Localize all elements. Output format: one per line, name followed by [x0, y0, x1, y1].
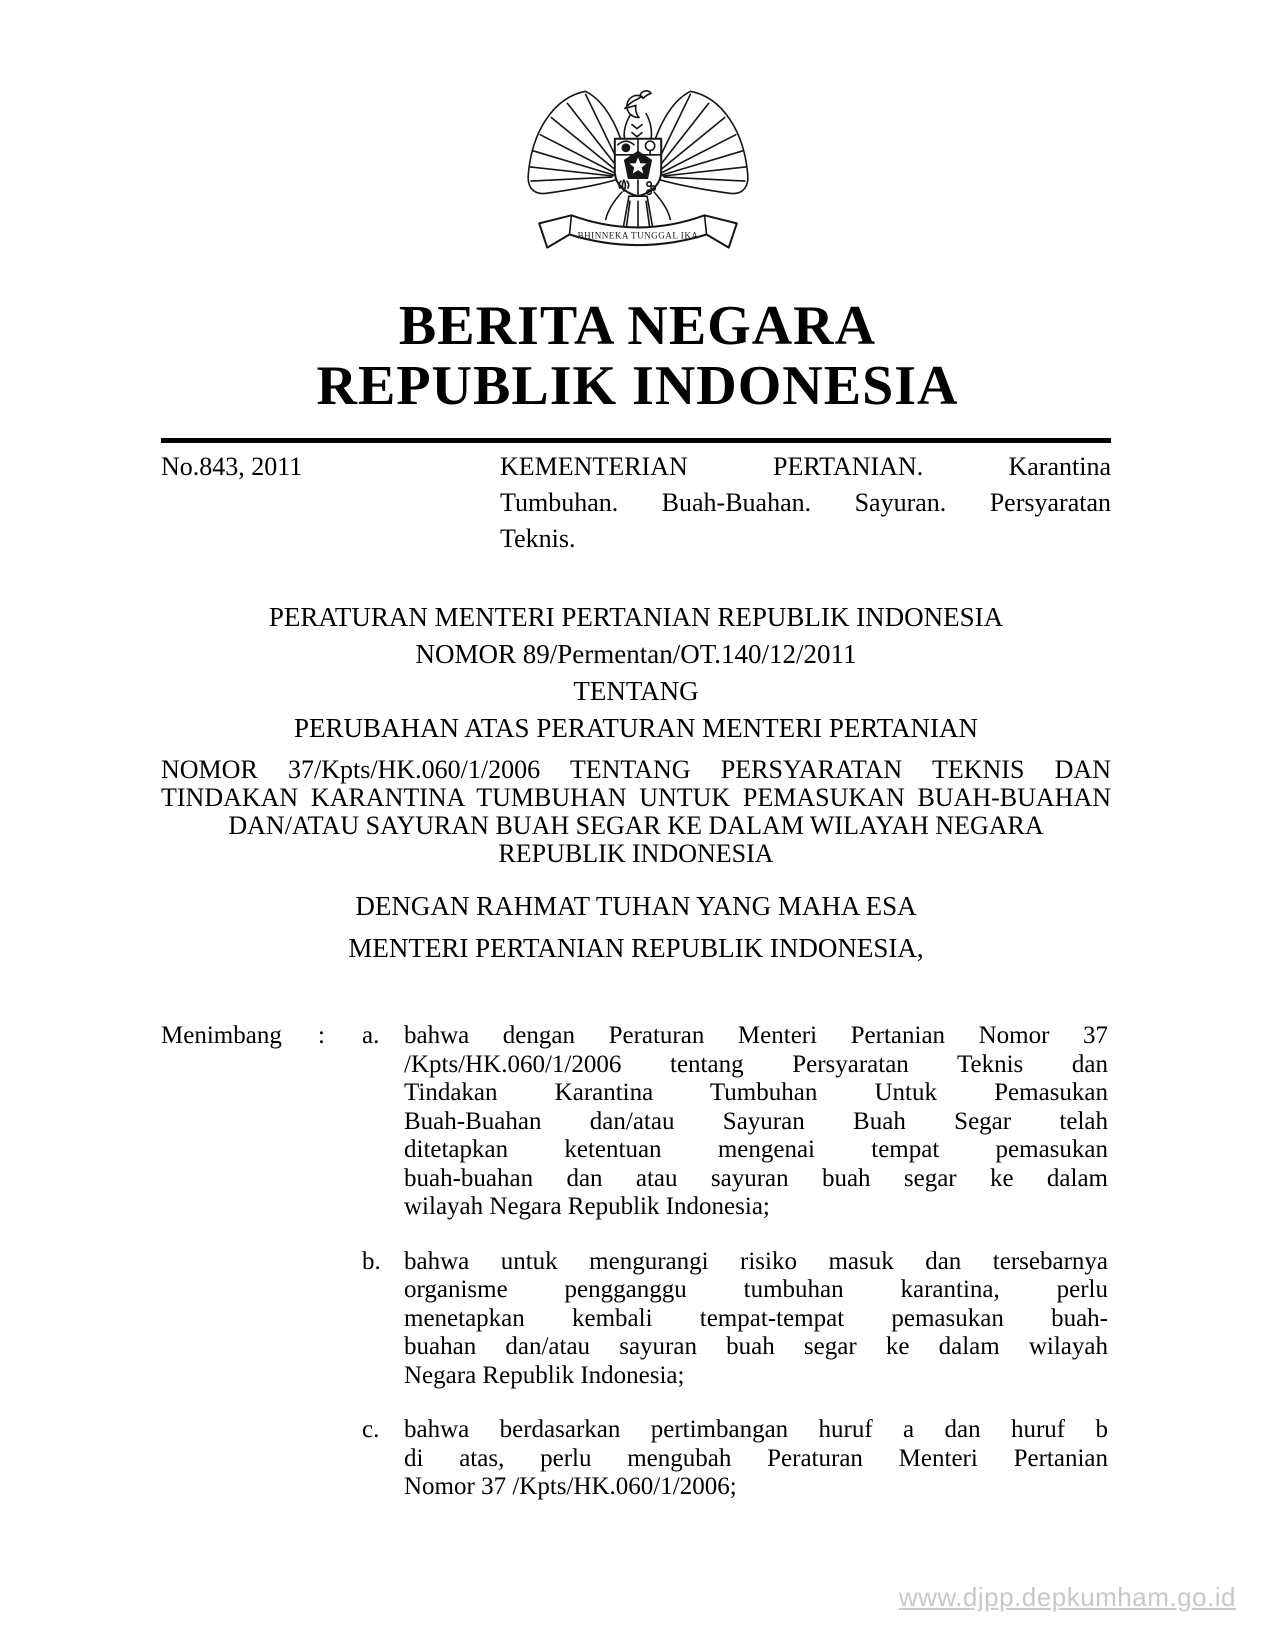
consideration-line: bahwa dengan Peraturan Menteri Pertanian Nomor 37	[404, 1022, 1108, 1049]
masthead-title-line: BERITA NEGARA	[398, 295, 877, 357]
consideration-line: bahwa berdasarkan pertimbangan huruf a dan huruf b	[404, 1416, 1108, 1443]
consideration-line: Nomor 37 /Kpts/HK.060/1/2006;	[404, 1473, 737, 1500]
consideration-line: Tindakan Karantina Tumbuhan Untuk Pemasukan	[404, 1079, 1108, 1106]
consideration-letter: a.	[362, 1022, 380, 1049]
regulation-subject	[161, 756, 1111, 868]
consideration-line: menetapkan kembali tempat-tempat pemasukan buah-	[404, 1304, 1108, 1332]
issue-number: No.843, 2011	[161, 452, 303, 481]
regulation-subject-line: DAN/ATAU SAYURAN BUAH SEGAR KE DALAM WILAYAH NEGARA	[228, 811, 1044, 840]
consideration-line: di atas, perlu mengubah Peraturan Menteri Pertanian	[404, 1444, 1108, 1472]
authority-line: MENTERI PERTANIAN REPUBLIK INDONESIA,	[348, 933, 924, 963]
consideration-line: ditetapkan ketentuan mengenai tempat pemasukan	[404, 1136, 1108, 1163]
consideration-line: buah-buahan dan atau sayuran buah segar ke dalam	[404, 1164, 1108, 1192]
consideration-item	[161, 1022, 1108, 1222]
consideration-line: Buah-Buahan dan/atau Sayuran Buah Segar telah	[404, 1107, 1108, 1135]
regulation-subject-line: TINDAKAN KARANTINA TUMBUHAN UNTUK PEMASUKAN BUAH-BUAHAN	[161, 783, 1111, 812]
considerations-separator	[318, 1248, 362, 1391]
masthead-subject-line: Teknis.	[500, 524, 576, 553]
regulation-heading-line: PERATURAN MENTERI PERTANIAN REPUBLIK INDONESIA	[268, 602, 1004, 632]
footer-watermark: www.djpp.depkumham.go.id	[898, 1582, 1236, 1612]
consideration-text	[404, 1022, 1108, 1222]
considerations-separator	[318, 1416, 362, 1502]
emblem-motto-text: BHINNEKA TUNGGAL IKA	[577, 230, 699, 241]
consideration-item	[161, 1248, 1108, 1391]
masthead-subject-line: KEMENTERIAN PERTANIAN. Karantina	[500, 452, 1111, 481]
regulation-heading	[161, 603, 1111, 742]
considerations-separator: :	[318, 1022, 325, 1049]
regulation-subject-line: REPUBLIK INDONESIA	[498, 839, 774, 868]
consideration-line: /Kpts/HK.060/1/2006 tentang Persyaratan Teknis dan	[404, 1050, 1108, 1078]
considerations-label: Menimbang	[161, 1022, 282, 1049]
considerations-label	[161, 1248, 318, 1391]
consideration-line: bahwa untuk mengurangi risiko masuk dan tersebarnya	[404, 1247, 1108, 1275]
considerations	[161, 1022, 1108, 1528]
consideration-line: organisme pengganggu tumbuhan karantina, perlu	[404, 1276, 1108, 1303]
regulation-heading-line: TENTANG	[573, 676, 699, 706]
consideration-text	[404, 1416, 1108, 1502]
masthead-title-line: REPUBLIK INDONESIA	[316, 355, 959, 417]
masthead-subject	[500, 449, 1111, 557]
regulation-subject-line: NOMOR 37/Kpts/HK.060/1/2006 TENTANG PERSYARATAN TEKNIS DAN	[161, 755, 1111, 784]
masthead-title	[0, 296, 1275, 416]
regulation-title-block	[161, 603, 1111, 868]
consideration-text	[404, 1248, 1108, 1391]
consideration-line: buahan dan/atau sayuran buah segar ke dalam wilayah	[404, 1333, 1108, 1360]
garuda-pancasila-emblem	[517, 84, 759, 266]
consideration-line: wilayah Negara Republik Indonesia;	[404, 1193, 770, 1220]
consideration-letter: b.	[362, 1247, 381, 1275]
masthead-rule	[161, 438, 1111, 443]
regulation-heading-line: NOMOR 89/Permentan/OT.140/12/2011	[415, 639, 857, 669]
consideration-letter: c.	[362, 1416, 380, 1443]
masthead-subject-line: Tumbuhan. Buah-Buahan. Sayuran. Persyaratan	[500, 488, 1111, 517]
consideration-item	[161, 1416, 1108, 1502]
invocation-line: DENGAN RAHMAT TUHAN YANG MAHA ESA	[355, 891, 917, 921]
considerations-label	[161, 1416, 318, 1502]
consideration-line: Negara Republik Indonesia;	[404, 1361, 685, 1389]
garuda-pancasila-icon	[517, 84, 759, 266]
regulation-heading-line: PERUBAHAN ATAS PERATURAN MENTERI PERTANIAN	[293, 713, 979, 743]
masthead-header-row	[161, 449, 1111, 557]
